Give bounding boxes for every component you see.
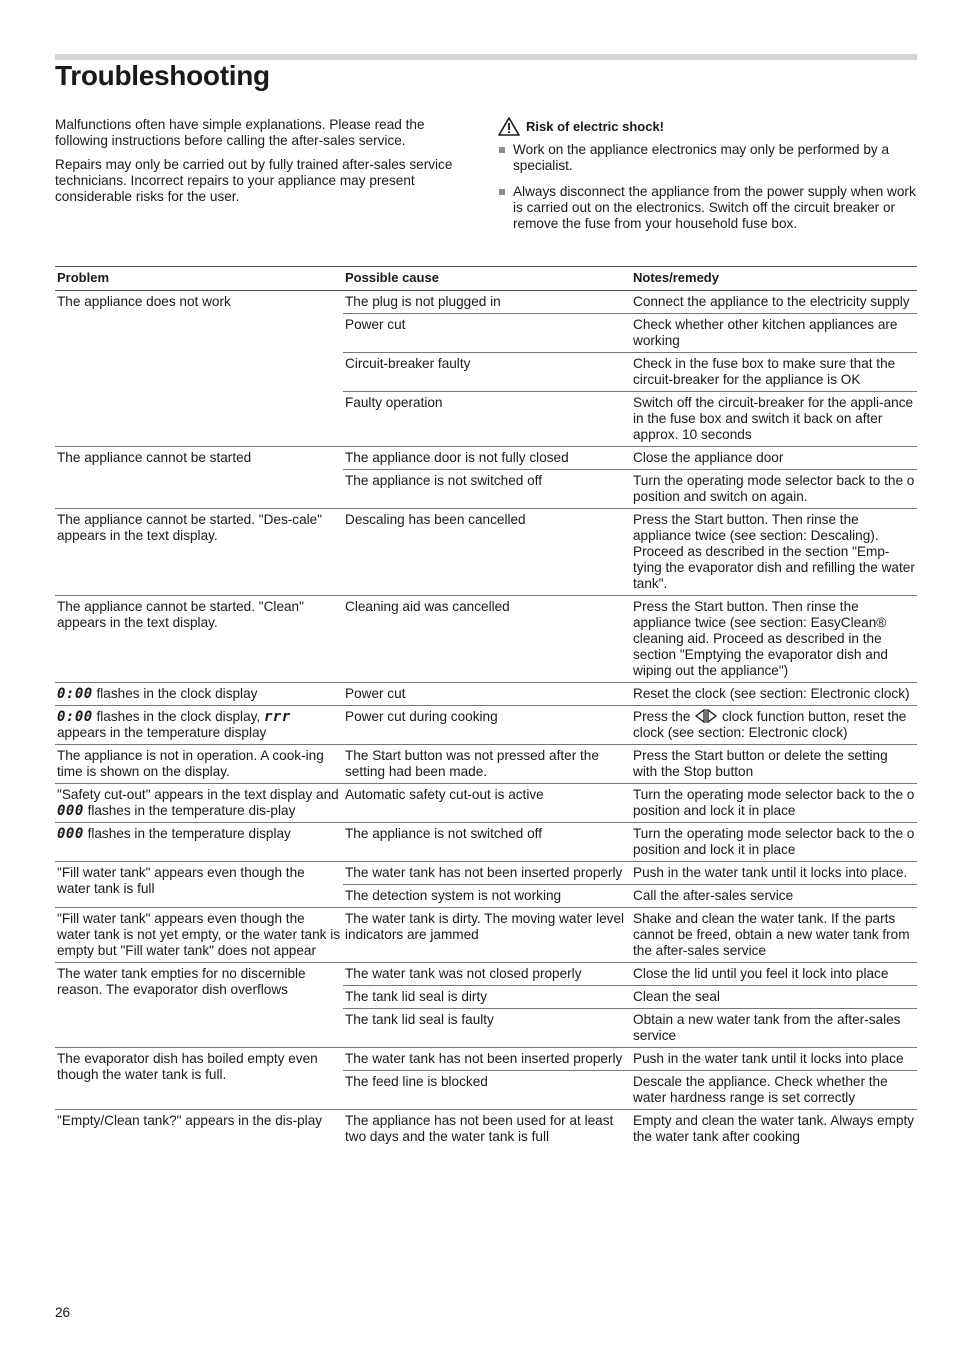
cause-cell: Power cut during cooking <box>343 706 631 745</box>
remedy-text: Clean the seal <box>633 989 720 1004</box>
problem-text: The appliance cannot be started. "Clean" appears in the text display. <box>57 599 304 630</box>
cause-cell: The plug is not plugged in <box>343 291 631 314</box>
remedy-text: Press the Start button or delete the setting with the Stop button <box>633 748 888 779</box>
remedy-text: Push in the water tank until it locks into place. <box>633 865 908 880</box>
table-row <box>55 823 917 862</box>
intro-paragraph: Repairs may only be carried out by fully trained after-sales service technicians. Incorrect repairs to your appliance may present considerable risks for the user. <box>55 157 453 204</box>
remedy-cell <box>631 683 917 706</box>
table-row <box>55 963 917 986</box>
cause-cell: The appliance is not switched off <box>343 823 631 862</box>
remedy-text: Turn the operating mode selector back to the o position and lock it in place <box>633 826 915 857</box>
remedy-text: Close the lid until you feel it lock into place <box>633 966 889 981</box>
column-header-remedy: Notes/remedy <box>631 267 917 291</box>
problem-text: "Fill water tank" appears even though the water tank is not yet empty, or the water tank is empty but "Fill water tank" does not appear <box>57 911 341 958</box>
table-body <box>55 291 917 1149</box>
table-row <box>55 862 917 885</box>
cause-cell: Power cut <box>343 683 631 706</box>
remedy-text: Reset the clock (see section: Electronic clock) <box>633 686 910 701</box>
remedy-text: Shake and clean the water tank. If the parts cannot be freed, obtain a new water tank from the after-sales service <box>633 911 910 958</box>
remedy-text: Switch off the circuit-breaker for the appli-ance in the fuse box and switch it back on after approx. 10 seconds <box>633 395 914 442</box>
remedy-cell <box>631 823 917 862</box>
cause-cell: Circuit-breaker faulty <box>343 353 631 392</box>
display-symbol: rrr <box>263 709 291 725</box>
column-header-cause: Possible cause <box>343 267 631 291</box>
table-row <box>55 683 917 706</box>
problem-cell <box>55 823 343 862</box>
table-row <box>55 509 917 596</box>
table-row <box>55 1110 917 1149</box>
display-symbol: 000 <box>57 803 84 819</box>
problem-cell <box>55 745 343 784</box>
remedy-cell <box>631 1048 917 1071</box>
cause-cell: Power cut <box>343 314 631 353</box>
cause-cell: Cleaning aid was cancelled <box>343 596 631 683</box>
display-symbol: 000 <box>57 826 84 842</box>
cause-cell: The appliance door is not fully closed <box>343 447 631 470</box>
table-row <box>55 596 917 683</box>
problem-cell <box>55 596 343 683</box>
remedy-text: Press the Start button. Then rinse the appliance twice (see section: Descaling). Proceed as described in the section "Emp-tying the evaporator dish and refilling the water tank". <box>633 512 915 591</box>
cause-cell: Automatic safety cut-out is active <box>343 784 631 823</box>
remedy-cell <box>631 314 917 353</box>
cause-cell: The water tank is dirty. The moving water level indicators are jammed <box>343 908 631 963</box>
table-row <box>55 447 917 470</box>
warning-item: Work on the appliance electronics may only be performed by a specialist. <box>498 142 918 174</box>
remedy-cell <box>631 470 917 509</box>
cause-cell: The water tank was not closed properly <box>343 963 631 986</box>
intro-paragraph: Malfunctions often have simple explanations. Please read the following instructions before calling the after-sales service. <box>55 117 425 148</box>
cause-cell: Descaling has been cancelled <box>343 509 631 596</box>
problem-cell <box>55 706 343 745</box>
problem-cell <box>55 291 343 447</box>
remedy-cell <box>631 1009 917 1048</box>
remedy-cell <box>631 908 917 963</box>
remedy-text: Push in the water tank until it locks into place <box>633 1051 904 1066</box>
remedy-cell <box>631 1110 917 1149</box>
problem-text: "Fill water tank" appears even though the water tank is full <box>57 865 305 896</box>
cause-cell: The detection system is not working <box>343 885 631 908</box>
table-header-row <box>55 267 917 291</box>
table-row <box>55 706 917 745</box>
cause-cell: The water tank has not been inserted properly <box>343 862 631 885</box>
problem-text: flashes in the clock display, <box>92 709 264 724</box>
problem-text: The water tank empties for no discernible reason. The evaporator dish overflows <box>57 966 306 997</box>
problem-text: The evaporator dish has boiled empty even though the water tank is full. <box>57 1051 318 1082</box>
cause-cell: The water tank has not been inserted properly <box>343 1048 631 1071</box>
problem-cell <box>55 784 343 823</box>
remedy-cell <box>631 862 917 885</box>
remedy-text: Call the after-sales service <box>633 888 794 903</box>
warning-item: Always disconnect the appliance from the power supply when work is carried out on the electronics. Switch off the circuit breaker or remove the fuse from your household fuse box. <box>498 184 918 232</box>
warning-heading-text: Risk of electric shock! <box>526 118 664 134</box>
problem-cell <box>55 1110 343 1149</box>
remedy-cell <box>631 509 917 596</box>
remedy-text: clock function button, reset the clock (see section: Electronic clock) <box>633 709 907 740</box>
warning-box <box>498 117 918 242</box>
cause-cell: The appliance is not switched off <box>343 470 631 509</box>
problem-cell <box>55 862 343 908</box>
cause-cell: The feed line is blocked <box>343 1071 631 1110</box>
remedy-text: Press the Start button. Then rinse the appliance twice (see section: EasyClean® cleaning aid. Proceed as described in the section "Emptying the evaporator dish and wiping out the appliance") <box>633 599 888 678</box>
remedy-cell <box>631 784 917 823</box>
problem-cell <box>55 447 343 509</box>
table-row <box>55 908 917 963</box>
remedy-cell <box>631 1071 917 1110</box>
remedy-text: Empty and clean the water tank. Always empty the water tank after cooking <box>633 1113 915 1144</box>
cause-cell: The Start button was not pressed after the setting had been made. <box>343 745 631 784</box>
problem-text: flashes in the temperature dis-play <box>83 803 296 818</box>
problem-cell <box>55 683 343 706</box>
table-row <box>55 784 917 823</box>
remedy-text: Turn the operating mode selector back to the o position and lock it in place <box>633 787 915 818</box>
table-row <box>55 745 917 784</box>
remedy-text: Close the appliance door <box>633 450 784 465</box>
remedy-cell <box>631 291 917 314</box>
problem-text: The appliance cannot be started <box>57 450 252 465</box>
warning-heading <box>498 117 918 136</box>
problem-cell <box>55 908 343 963</box>
table-row <box>55 291 917 314</box>
problem-cell <box>55 1048 343 1110</box>
problem-cell <box>55 963 343 1048</box>
cause-cell: Faulty operation <box>343 392 631 447</box>
remedy-text: Check in the fuse box to make sure that the circuit-breaker for the appliance is OK <box>633 356 896 387</box>
remedy-cell <box>631 353 917 392</box>
clock-function-icon <box>694 709 718 723</box>
display-symbol: 0:00 <box>57 686 93 702</box>
problem-text: "Empty/Clean tank?" appears in the dis-play <box>57 1113 323 1128</box>
remedy-text: Connect the appliance to the electricity supply <box>633 294 910 309</box>
warning-triangle-icon <box>498 117 520 136</box>
remedy-cell <box>631 447 917 470</box>
remedy-cell <box>631 963 917 986</box>
troubleshooting-table <box>55 266 917 1148</box>
problem-text: flashes in the temperature display <box>83 826 291 841</box>
remedy-cell <box>631 706 917 745</box>
problem-text: The appliance does not work <box>57 294 231 309</box>
cause-cell: The tank lid seal is faulty <box>343 1009 631 1048</box>
problem-text: The appliance is not in operation. A cook-ing time is shown on the display. <box>57 748 324 779</box>
remedy-cell <box>631 596 917 683</box>
warning-list <box>498 142 918 232</box>
remedy-text: Press the <box>633 709 695 724</box>
remedy-cell <box>631 745 917 784</box>
problem-cell <box>55 509 343 596</box>
remedy-cell <box>631 392 917 447</box>
intro-text <box>55 117 475 213</box>
column-header-problem: Problem <box>55 267 343 291</box>
table-row <box>55 1048 917 1071</box>
remedy-text: Turn the operating mode selector back to the o position and switch on again. <box>633 473 915 504</box>
page-title: Troubleshooting <box>55 60 270 91</box>
problem-text: "Safety cut-out" appears in the text display and <box>57 787 339 802</box>
remedy-cell <box>631 986 917 1009</box>
remedy-cell <box>631 885 917 908</box>
problem-text: The appliance cannot be started. "Des-cale" appears in the text display. <box>57 512 323 543</box>
problem-text: appears in the temperature display <box>57 725 267 740</box>
remedy-text: Obtain a new water tank from the after-sales service <box>633 1012 901 1043</box>
remedy-text: Check whether other kitchen appliances are working <box>633 317 898 348</box>
cause-cell: The appliance has not been used for at least two days and the water tank is full <box>345 1113 614 1144</box>
page-number: 26 <box>55 1305 71 1320</box>
display-symbol: 0:00 <box>57 709 93 725</box>
cause-cell: The tank lid seal is dirty <box>343 986 631 1009</box>
problem-text: flashes in the clock display <box>92 686 258 701</box>
remedy-text: Descale the appliance. Check whether the water hardness range is set correctly <box>633 1074 888 1105</box>
